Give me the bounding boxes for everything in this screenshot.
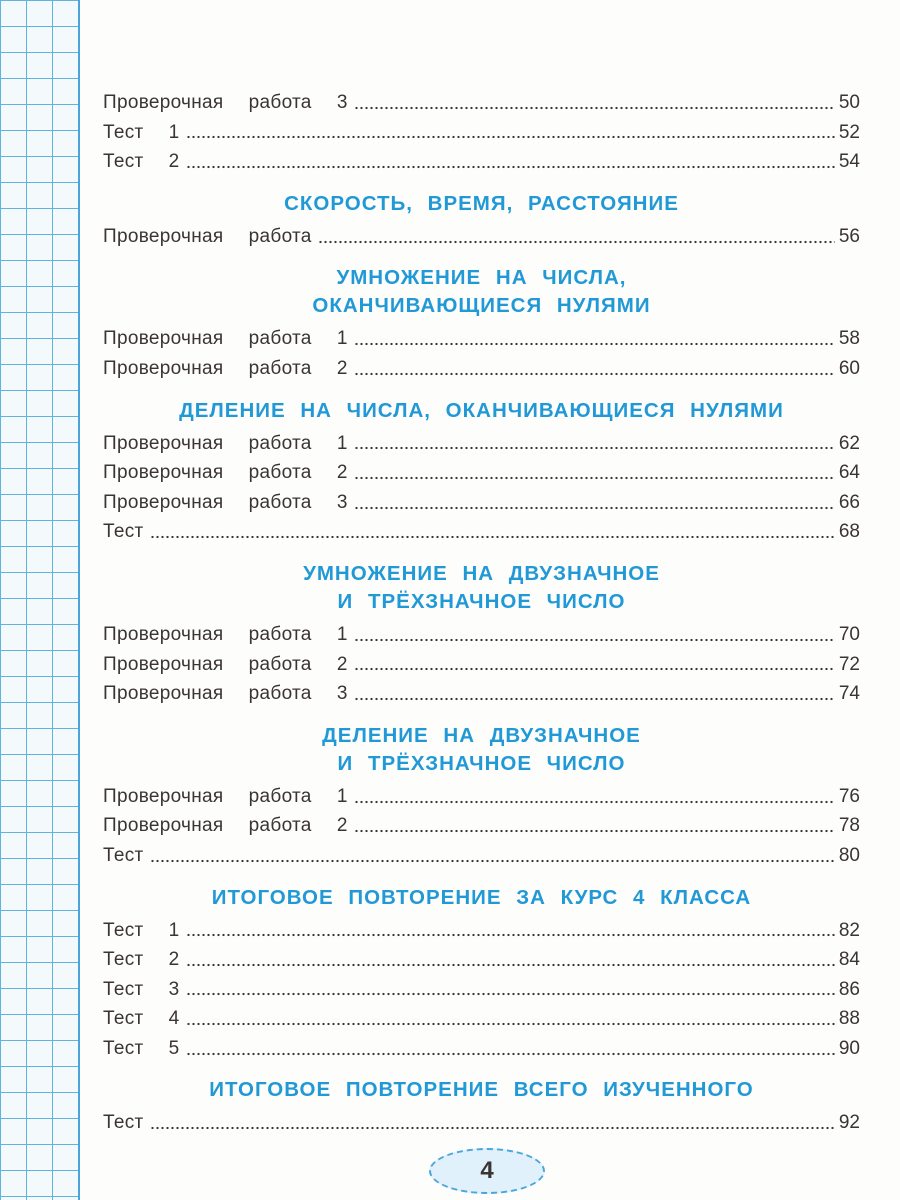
page-number: 4 [480,1157,494,1184]
entry-page-number: 74 [838,683,860,705]
dot-leader [354,476,835,480]
toc-entry[interactable] [103,429,860,459]
section-heading [103,264,860,320]
toc-section [103,1076,860,1138]
section-heading-line: ИТОГОВОЕ ПОВТОРЕНИЕ ВСЕГО ИЗУЧЕННОГО [209,1078,754,1102]
toc-entry[interactable] [103,517,860,547]
entry-label: Тест [103,1112,144,1134]
entry-label: Проверочная работа 2 [103,815,348,837]
entry-page-number: 54 [838,151,860,173]
entry-label: Тест 2 [103,151,180,173]
toc-section [103,884,860,1064]
entry-label: Проверочная работа 3 [103,683,348,705]
dot-leader [318,240,835,244]
toc-entry[interactable] [103,488,860,518]
toc-entry[interactable] [103,1034,860,1064]
section-heading-line: УМНОЖЕНИЕ НА ЧИСЛА, [336,266,627,290]
entry-label: Тест 4 [103,1008,180,1030]
entry-label: Тест [103,521,144,543]
toc-entry[interactable] [103,945,860,975]
dot-leader [354,638,835,642]
dot-leader [354,106,835,110]
entry-page-number: 72 [838,653,860,675]
entry-page-number: 92 [838,1112,860,1134]
section-heading-line: ДЕЛЕНИЕ НА ЧИСЛА, ОКАНЧИВАЮЩИЕСЯ НУЛЯМИ [179,398,784,422]
toc-entry[interactable] [103,782,860,812]
dot-leader [354,446,835,450]
entry-label: Проверочная работа 2 [103,462,348,484]
entry-page-number: 50 [838,92,860,113]
entry-page-number: 52 [838,121,860,143]
entry-label: Проверочная работа 1 [103,623,348,645]
toc-entry[interactable] [103,1004,860,1034]
dot-leader [186,1052,835,1056]
toc-entry[interactable] [103,811,860,841]
entry-page-number: 78 [838,815,860,837]
toc-entry[interactable] [103,118,860,148]
toc-entry[interactable] [103,222,860,252]
toc-entry[interactable] [103,1108,860,1138]
dot-leader [354,697,835,701]
entry-page-number: 82 [838,919,860,941]
dot-leader [186,992,835,996]
entry-label: Проверочная работа [103,225,312,247]
dot-leader [354,800,835,804]
dot-leader [186,165,835,169]
entry-page-number: 76 [838,785,860,807]
toc-entry[interactable] [103,841,860,871]
entry-label: Тест 2 [103,949,180,971]
toc-entry[interactable] [103,458,860,488]
section-heading [103,397,860,425]
entry-page-number: 60 [838,357,860,379]
toc-entry[interactable] [103,88,860,118]
section-heading-line: ДЕЛЕНИЕ НА ДВУЗНАЧНОЕ [322,723,641,747]
toc-entry[interactable] [103,324,860,354]
section-heading-line: ОКАНЧИВАЮЩИЕСЯ НУЛЯМИ [312,294,651,318]
graph-paper-margin [0,0,80,1200]
dot-leader [186,963,835,967]
entry-page-number: 66 [838,491,860,513]
table-of-contents [103,88,860,1138]
entry-page-number: 80 [838,844,860,866]
dot-leader [150,859,835,863]
entry-label: Проверочная работа 1 [103,328,348,350]
entry-label: Проверочная работа 2 [103,357,348,379]
entry-label: Проверочная работа 2 [103,653,348,675]
toc-section [103,560,860,709]
section-heading-line: ИТОГОВОЕ ПОВТОРЕНИЕ ЗА КУРС 4 КЛАССА [211,885,752,909]
section-heading [103,884,860,912]
entry-page-number: 90 [838,1037,860,1059]
entry-label: Тест 1 [103,121,180,143]
toc-section [103,190,860,252]
section-heading [103,722,860,778]
entry-label: Проверочная работа 1 [103,432,348,454]
dot-leader [186,933,835,937]
toc-entry[interactable] [103,147,860,177]
entry-label: Проверочная работа 1 [103,785,348,807]
entry-page-number: 70 [838,623,860,645]
dot-leader [150,535,835,539]
section-heading-line: СКОРОСТЬ, ВРЕМЯ, РАССТОЯНИЕ [284,191,679,215]
entry-page-number: 88 [838,1008,860,1030]
dot-leader [186,135,835,139]
section-heading-line: И ТРЁХЗНАЧНОЕ ЧИСЛО [337,589,626,613]
section-heading [103,1076,860,1104]
dot-leader [186,1022,835,1026]
dot-leader [150,1126,835,1130]
entry-page-number: 84 [838,949,860,971]
entry-label: Тест 3 [103,978,180,1000]
entry-label: Проверочная работа 3 [103,92,348,113]
toc-section [103,397,860,547]
toc-entry[interactable] [103,354,860,384]
dot-leader [354,829,835,833]
section-heading-line: УМНОЖЕНИЕ НА ДВУЗНАЧНОЕ [303,561,660,585]
section-heading-line: И ТРЁХЗНАЧНОЕ ЧИСЛО [337,751,626,775]
toc-section [103,264,860,383]
entry-page-number: 68 [838,521,860,543]
entry-label: Тест [103,844,144,866]
section-heading [103,560,860,616]
toc-entry[interactable] [103,679,860,709]
page-number-badge [429,1148,545,1194]
toc-entry[interactable] [103,975,860,1005]
toc-entry[interactable] [103,916,860,946]
entry-page-number: 64 [838,462,860,484]
toc-entry[interactable] [103,620,860,650]
toc-entry[interactable] [103,650,860,680]
entry-page-number: 86 [838,978,860,1000]
section-heading [103,190,860,218]
entry-page-number: 58 [838,328,860,350]
entry-label: Проверочная работа 3 [103,491,348,513]
entry-label: Тест 5 [103,1037,180,1059]
toc-section [103,722,860,871]
dot-leader [354,506,835,510]
dot-leader [354,342,835,346]
entry-page-number: 62 [838,432,860,454]
entry-page-number: 56 [838,225,860,247]
dot-leader [354,667,835,671]
entry-label: Тест 1 [103,919,180,941]
dot-leader [354,372,835,376]
